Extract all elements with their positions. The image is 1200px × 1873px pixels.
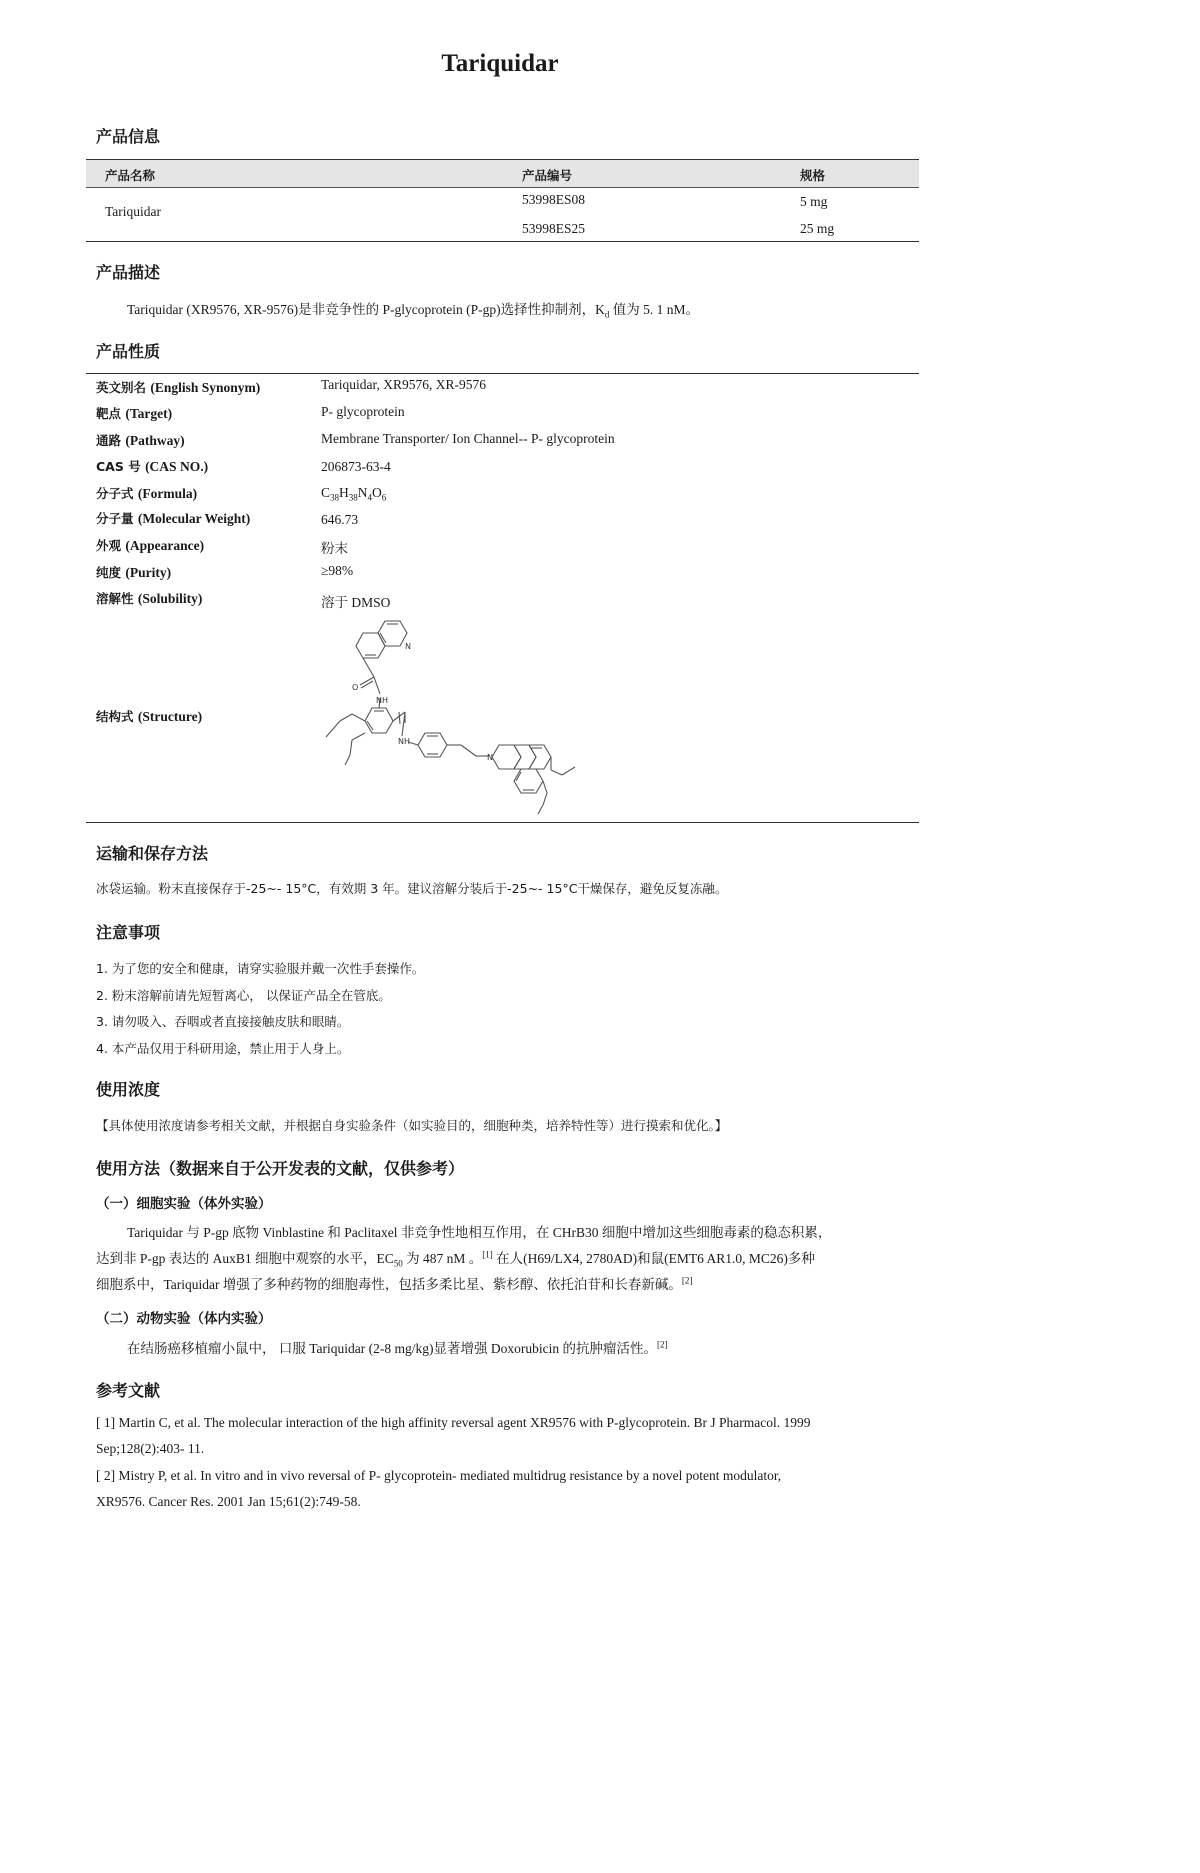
property-label: 分子式 (Formula) (96, 486, 198, 501)
col-header-spec: 规格 (800, 168, 826, 183)
atom-label: N (405, 642, 411, 651)
product-spec-cell: 25 mg (800, 221, 835, 236)
product-table-header (86, 159, 919, 188)
note-item: 1. 为了您的安全和健康，请穿实验服并戴一次性手套操作。 (96, 961, 425, 976)
property-value: P- glycoprotein (321, 404, 405, 419)
atom-label: N (487, 753, 493, 762)
property-label: 纯度 (Purity) (96, 565, 172, 580)
storage-heading: 运输和保存方法 (96, 844, 209, 863)
product-spec-cell: 5 mg (800, 194, 828, 209)
page-title: Tariquidar (441, 50, 559, 77)
concentration-text: 【具体使用浓度请参考相关文献，并根据自身实验条件（如实验目的，细胞种类，培养特性等）进行摸索和优化。】 (96, 1118, 728, 1133)
property-value: Tariquidar, XR9576, XR-9576 (321, 377, 486, 392)
col-header-code: 产品编号 (522, 168, 573, 183)
atom-label: O (352, 683, 359, 692)
property-value: 646.73 (321, 512, 359, 527)
reference-line: Sep;128(2):403- 11. (96, 1441, 205, 1456)
product-code-cell: 53998ES25 (522, 221, 586, 236)
animal-experiment-heading: （二）动物实验（体内实验） (96, 1311, 272, 1327)
table-bottom-rule (86, 241, 919, 242)
description-text: Tariquidar (XR9576, XR-9576)是非竞争性的 P-glycoprotein (P-gp)选择性抑制剂，$K_d$ 值为 5. 1 nM。 (127, 302, 700, 320)
usage-heading: 使用方法（数据来自于公开发表的文献，仅供参考） (96, 1159, 465, 1178)
animal-experiment-text: 在结肠癌移植瘤小鼠中， 口服 Tariquidar (2-8 mg/kg)显著增强 Doxorubicin 的抗肿瘤活性。[2] (127, 1339, 668, 1356)
formula-value: $C_{38}H_{38}N_4O_6$ (321, 485, 387, 503)
product-code-cell: 53998ES08 (522, 192, 586, 207)
property-value: 206873-63-4 (321, 459, 391, 474)
atom-label: NH (398, 737, 410, 746)
property-value: 粉末 (321, 541, 348, 556)
properties-heading: 产品性质 (96, 342, 161, 361)
storage-text: 冰袋运输。粉末直接保存于-25~- 15°C，有效期 3 年。建议溶解分装后于-25~- 15°C干燥保存，避免反复冻融。 (96, 881, 728, 896)
product-name-cell: Tariquidar (105, 204, 162, 219)
reference-line: [ 2] Mistry P, et al. In vitro and in vivo reversal of P- glycoprotein- mediated multidrug resistance by a novel potent modulator, (96, 1468, 782, 1483)
structure-label: 结构式 (Structure) (96, 709, 203, 724)
property-label: 溶解性 (Solubility) (96, 591, 203, 606)
property-value: 溶于 DMSO (321, 595, 391, 610)
reference-line: XR9576. Cancer Res. 2001 Jan 15;61(2):749-58. (96, 1494, 361, 1509)
property-label: 通路 (Pathway) (96, 433, 185, 448)
note-item: 3. 请勿吸入、吞咽或者直接接触皮肤和眼睛。 (96, 1014, 350, 1029)
property-label: 分子量 (Molecular Weight) (96, 511, 251, 526)
property-label: 英文别名 (English Synonym) (96, 380, 261, 395)
cell-experiment-heading: （一）细胞实验（体外实验） (96, 1196, 272, 1212)
property-value: ≥98% (321, 563, 354, 578)
chemical-structure-image (315, 612, 585, 817)
property-label: CAS 号 (CAS NO.) (96, 459, 209, 474)
properties-bottom-rule (86, 822, 919, 823)
properties-top-rule (86, 373, 919, 374)
reference-line: [ 1] Martin C, et al. The molecular interaction of the high affinity reversal agent XR9576 with P-glycoprotein. Br J Pharmacol. 1999 (96, 1415, 811, 1430)
cell-experiment-line: 细胞系中，Tariquidar 增强了多种药物的细胞毒性，包括多柔比星、紫杉醇、依托泊苷和长春新碱。[2] (96, 1275, 693, 1292)
references-heading: 参考文献 (96, 1381, 161, 1400)
notes-heading: 注意事项 (96, 923, 161, 942)
atom-label: NH (376, 696, 388, 705)
col-header-name: 产品名称 (105, 168, 156, 183)
cell-experiment-line: Tariquidar 与 P-gp 底物 Vinblastine 和 Paclitaxel 非竞争性地相互作用，在 CHrB30 细胞中增加这些细胞毒素的稳态积累， (127, 1225, 832, 1240)
property-label: 外观 (Appearance) (96, 538, 205, 553)
note-item: 2. 粉末溶解前请先短暂离心， 以保证产品全在管底。 (96, 988, 391, 1003)
property-label: 靶点 (Target) (96, 406, 173, 421)
note-item: 4. 本产品仅用于科研用途，禁止用于人身上。 (96, 1041, 350, 1056)
concentration-heading: 使用浓度 (96, 1080, 161, 1099)
description-heading: 产品描述 (96, 263, 161, 282)
product-info-heading: 产品信息 (96, 127, 161, 146)
cell-experiment-line: 达到非 P-gp 表达的 AuxB1 细胞中观察的水平，$EC_{50}$ 为 487 nM 。[1] 在人(H69/LX4, 2780AD)和鼠(EMT6 AR1.0, MC26)多种 (96, 1249, 815, 1269)
property-value: Membrane Transporter/ Ion Channel-- P- glycoprotein (321, 431, 615, 446)
